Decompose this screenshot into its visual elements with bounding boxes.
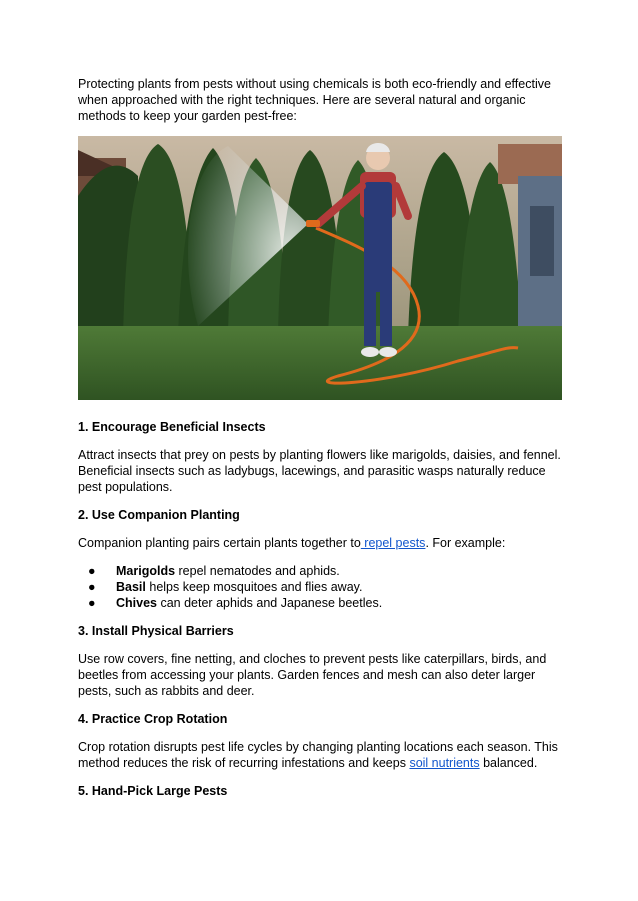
soil-nutrients-link[interactable]: soil nutrients: [409, 756, 480, 770]
section-heading: 1. Encourage Beneficial Insects: [78, 420, 266, 434]
list-item-bold: Basil: [116, 580, 146, 594]
repel-pests-link[interactable]: repel pests: [360, 536, 426, 550]
paragraph-text: . For example:: [425, 536, 506, 550]
article-body: [78, 76, 568, 811]
companion-plant-list: [78, 563, 568, 611]
paragraph-text: Crop rotation disrupts pest life cycles by changing planting locations each season. This method reduces the risk of recurring infestations and keeps: [78, 740, 558, 770]
list-item: [78, 579, 568, 595]
section-paragraph: [78, 535, 568, 551]
section-paragraph: [78, 739, 568, 771]
list-item: [78, 563, 568, 579]
bullet-icon: ●: [88, 580, 96, 594]
bullet-icon: ●: [88, 564, 96, 578]
list-item-text: can deter aphids and Japanese beetles.: [157, 596, 383, 610]
section-paragraph: Use row covers, fine netting, and cloches to prevent pests like caterpillars, birds, and beetles from accessing your plants. Garden fences and mesh can also deter larger pests, such as rabbits and deer.: [78, 652, 547, 698]
paragraph-text: balanced.: [479, 756, 538, 770]
section-paragraph: Attract insects that prey on pests by planting flowers like marigolds, daisies, and fennel. Beneficial insects such as ladybugs, lacewings, and parasitic wasps naturally reduce pest populations.: [78, 448, 561, 494]
list-item-bold: Marigolds: [116, 564, 176, 578]
section-heading: 4. Practice Crop Rotation: [78, 712, 228, 726]
section-heading: 3. Install Physical Barriers: [78, 624, 234, 638]
list-item-text: repel nematodes and aphids.: [175, 564, 340, 578]
garden-watering-photo: [78, 136, 562, 400]
section-heading: 5. Hand-Pick Large Pests: [78, 784, 228, 798]
list-item-bold: Chives: [116, 596, 157, 610]
bullet-icon: ●: [88, 596, 96, 610]
paragraph-text: Companion planting pairs certain plants together to: [78, 536, 361, 550]
intro-paragraph: Protecting plants from pests without using chemicals is both eco-friendly and effective when approached with the right techniques. Here are several natural and organic methods to keep your garden pest-free:: [78, 77, 551, 123]
list-item: [78, 595, 568, 611]
section-heading: 2. Use Companion Planting: [78, 508, 240, 522]
list-item-text: helps keep mosquitoes and flies away.: [145, 580, 363, 594]
